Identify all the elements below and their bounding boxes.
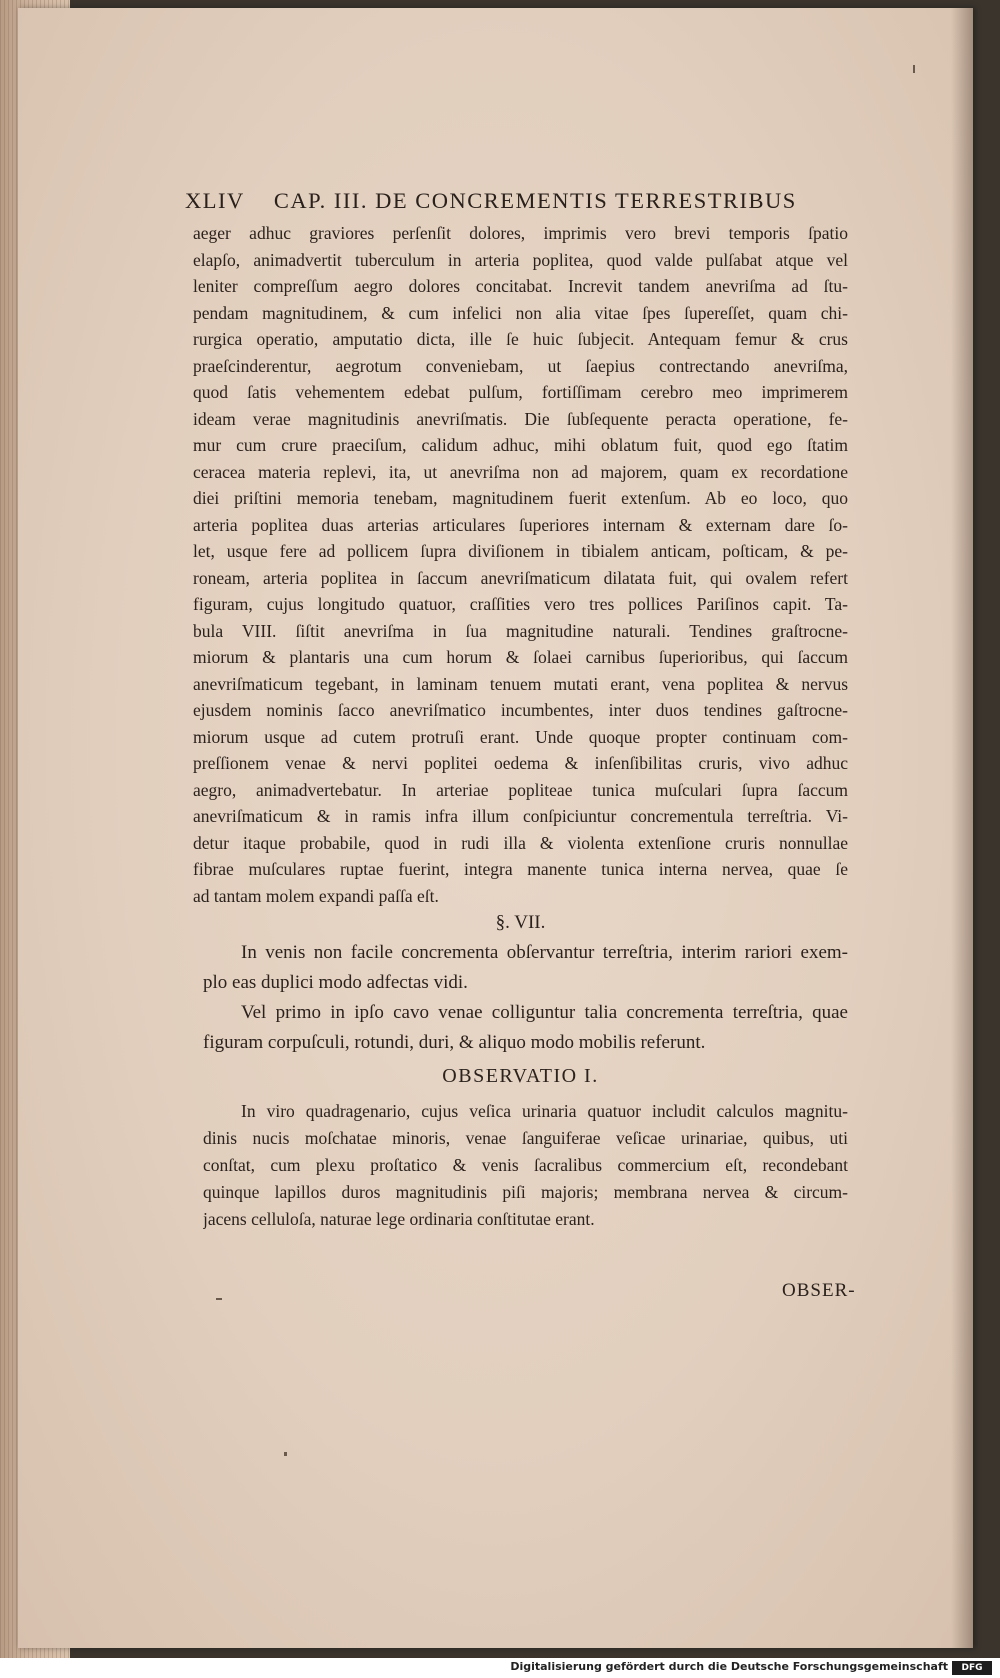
ink-speck <box>216 1298 222 1300</box>
page-gutter-shadow <box>951 8 973 1648</box>
text-line: praeſcinderentur, aegrotum conveniebam, ut ſaepius contrectando anevriſma, <box>193 355 848 376</box>
digitization-footer <box>0 1658 1000 1678</box>
dfg-logo-icon: DFG <box>952 1661 992 1675</box>
running-title: CAP. III. DE CONCREMENTIS TERRESTRIBUS <box>273 188 797 213</box>
text-line: quinque lapillos duros magnitudinis piſi majoris; membrana nervea & circum- <box>203 1182 848 1202</box>
text-line: arteria poplitea duas arterias articulares ſuperiores internam & externam dare ſo- <box>193 514 848 535</box>
text-line: anevriſmaticum & in ramis infra illum conſpiciuntur concrementula terreſtria. Vi- <box>193 806 848 826</box>
text-line: let, usque fere ad pollicem ſupra diviſionem in tibialem anticam, poſticam, & pe- <box>193 541 848 561</box>
text-line: bula VIII. ſiſtit anevriſma in ſua magnitudine naturali. Tendines graſtrocne- <box>193 620 848 641</box>
text-line: aegro, animadvertebatur. In arteriae popliteae tunica muſculari ſupra ſaccum <box>193 779 848 800</box>
text-line: pendam magnitudinem, & cum infelici non alia vitae ſpes ſupereſſet, quam chi- <box>193 302 848 323</box>
text-line: In viro quadragenario, cujus veſica urinaria quatuor includit calculos magnitu- <box>241 1101 848 1121</box>
text-line: ceracea materia replevi, ita, ut anevriſma non ad majorem, quam ex recordatione <box>193 461 848 482</box>
text-line: miorum & plantaris una cum horum & ſolaei carnibus ſuperioribus, qui ſaccum <box>193 647 848 667</box>
text-line: mur cum crure praeciſum, calidum adhuc, mihi oblatum fuit, quod ego ſtatim <box>193 435 848 455</box>
text-line: elapſo, animadvertit tuberculum in arteria poplitea, quod valde pulſabat atque vel <box>193 249 848 270</box>
text-line: jacens celluloſa, naturae lege ordinaria conſtitutae erant. <box>203 1209 595 1229</box>
text-line: plo eas duplici modo adfectas vidi. <box>203 972 468 993</box>
text-line: ideam verae magnitudinis anevriſmatis. Die ſubſequente peracta operatione, fe- <box>193 408 848 429</box>
text-line: roneam, arteria poplitea in ſaccum anevriſmaticum dilatata fuit, qui ovalem refert <box>193 567 848 588</box>
paragraph-1 <box>193 220 848 909</box>
observation-title: OBSERVATIO I. <box>442 1065 599 1087</box>
section-heading: §. VII. <box>495 912 546 933</box>
ink-speck <box>913 65 915 73</box>
text-line: aeger adhuc graviores perſenſit dolores, imprimis vero brevi temporis ſpatio <box>193 223 848 243</box>
funding-credit: Digitalisierung gefördert durch die Deutsche Forschungsgemeinschaft <box>510 1660 948 1673</box>
paragraph-2 <box>203 938 848 1058</box>
text-line: leniter compreſſum aegro dolores concitabat. Increvit tandem anevriſma ad ſtu- <box>193 276 848 296</box>
running-header <box>185 188 825 214</box>
text-line: detur itaque probabile, quod in rudi illa & violenta extenſione cruris nonnullae <box>193 832 848 853</box>
catchword: OBSER- <box>782 1280 856 1301</box>
text-line: ejusdem nominis ſacco anevriſmatico incumbentes, inter duos tendines gaſtrocne- <box>193 700 848 720</box>
text-line: conſtat, cum plexu proſtatico & venis ſacralibus commercium eſt, recondebant <box>203 1155 848 1175</box>
text-line: dinis nucis moſchatae minoris, venae ſanguiferae veſicae urinariae, quibus, uti <box>203 1128 848 1148</box>
text-line: Vel primo in ipſo cavo venae colliguntur talia concrementa terreſtria, quae <box>241 1002 848 1023</box>
text-line: fibrae muſculares ruptae fuerint, integra manente tunica interna nervea, quae ſe <box>193 859 848 879</box>
text-line: figuram, cujus longitudo quatuor, craſſities vero tres pollices Pariſinos capit. Ta- <box>193 594 848 614</box>
text-line: quod ſatis vehementem edebat pulſum, fortiſſimam cerebro meo imprimerem <box>193 382 848 402</box>
text-line: ad tantam molem expandi paſſa eſt. <box>193 885 439 906</box>
text-line: anevriſmaticum tegebant, in laminam tenuem mutati erant, vena poplitea & nervus <box>193 673 848 694</box>
text-line: preſſionem venae & nervi poplitei oedema & inſenſibilitas cruris, vivo adhuc <box>193 753 848 773</box>
text-line: diei priſtini memoria tenebam, magnitudinem fuerit extenſum. Ab eo loco, quo <box>193 488 848 508</box>
paragraph-3 <box>203 1098 848 1233</box>
text-line: miorum usque ad cutem protruſi erant. Unde quoque propter continuam com- <box>193 726 848 747</box>
page-folio: XLIV <box>185 188 245 213</box>
text-line: In venis non facile concrementa obſervantur terreſtria, interim rariori exem- <box>241 942 848 963</box>
ink-speck <box>284 1452 287 1456</box>
text-line: rurgica operatio, amputatio dicta, ille ſe huic ſubjecit. Antequam femur & crus <box>193 329 848 349</box>
text-line: figuram corpuſculi, rotundi, duri, & aliquo modo mobilis referunt. <box>203 1032 706 1053</box>
